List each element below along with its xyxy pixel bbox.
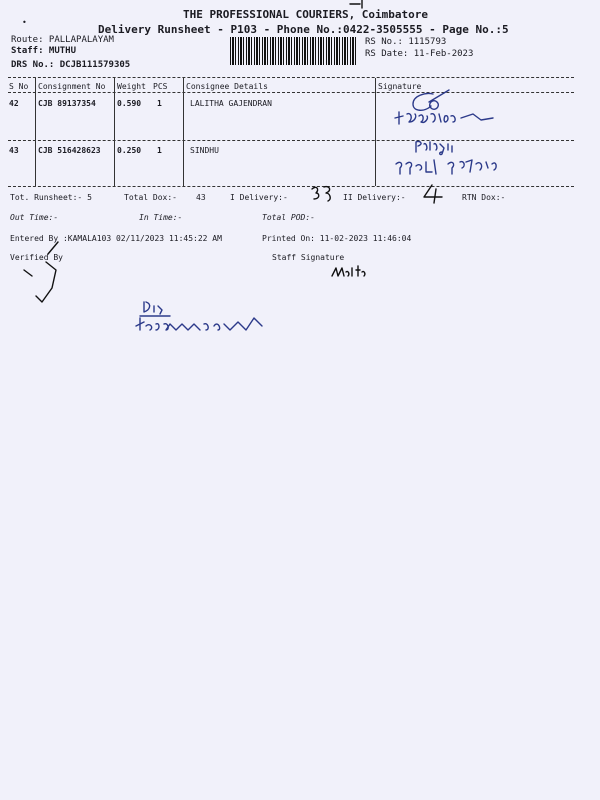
out-time-label: Out Time:- [10, 213, 59, 222]
col-header-signature: Signature [378, 82, 422, 91]
printed-on: Printed On: 11-02-2023 11:46:04 [262, 234, 412, 243]
row-weight: 0.250 [117, 146, 142, 155]
row-sno: 43 [9, 146, 19, 155]
table-top-rule [8, 77, 574, 78]
col-divider [183, 78, 184, 186]
verified-by-label: Verified By [10, 253, 63, 262]
total-pod-label: Total POD:- [262, 213, 315, 222]
company-name: THE PROFESSIONAL COURIERS, Coimbatore [183, 8, 429, 21]
staff-label: Staff: MUTHU [11, 46, 77, 56]
row-pcs: 1 [157, 99, 162, 108]
tot-runsheet: Tot. Runsheet:- 5 [10, 193, 92, 202]
total-dox-label: Total Dox:- [124, 193, 177, 202]
i-delivery-handwritten [308, 183, 338, 203]
row-consignee: SINDHU [190, 146, 219, 155]
entered-by: Entered By :KAMALA103 02/11/2023 11:45:22 AM [10, 234, 222, 243]
runsheet-title: Delivery Runsheet - P103 - Phone No.:0422-3505555 - Page No.:5 [98, 23, 509, 36]
rtn-dox-label: RTN Dox:- [462, 193, 506, 202]
signature-row-2 [390, 138, 530, 183]
i-delivery-label: I Delivery:- [230, 193, 288, 202]
col-divider [114, 78, 115, 186]
drs-number: DRS No.: DCJB111579305 [11, 60, 131, 70]
col-header-sno: S No [9, 82, 29, 91]
col-header-consignment: Consignment No [38, 82, 106, 91]
staff-signature-label: Staff Signature [272, 253, 345, 262]
table-bottom-rule [8, 186, 574, 187]
rs-number: RS No.: 1115793 [365, 37, 447, 47]
verified-signature [18, 240, 68, 306]
row-consignment: CJB 516428623 [38, 146, 101, 155]
staff-signature [330, 264, 370, 280]
corner-mark [348, 0, 368, 10]
route-label: Route: PALLAPALAYAM [11, 35, 114, 45]
ii-delivery-handwritten [420, 183, 450, 205]
signature-row-1 [385, 88, 525, 133]
in-time-label: In Time:- [139, 213, 183, 222]
row-sno: 42 [9, 99, 19, 108]
header-mark: • [22, 18, 27, 27]
row-consignment: CJB 89137354 [38, 99, 96, 108]
col-header-weight: Weight [117, 82, 146, 91]
ii-delivery-label: II Delivery:- [343, 193, 406, 202]
col-divider [375, 78, 376, 186]
row-pcs: 1 [157, 146, 162, 155]
col-divider [35, 78, 36, 186]
col-header-consignee: Consignee Details [186, 82, 268, 91]
row-weight: 0.590 [117, 99, 142, 108]
barcode [230, 37, 358, 65]
rs-date: RS Date: 11-Feb-2023 [365, 49, 474, 59]
row-consignee: LALITHA GAJENDRAN [190, 99, 272, 108]
approver-signature [130, 296, 280, 336]
total-dox-value: 43 [196, 193, 206, 202]
col-header-pcs: PCS [153, 82, 168, 91]
